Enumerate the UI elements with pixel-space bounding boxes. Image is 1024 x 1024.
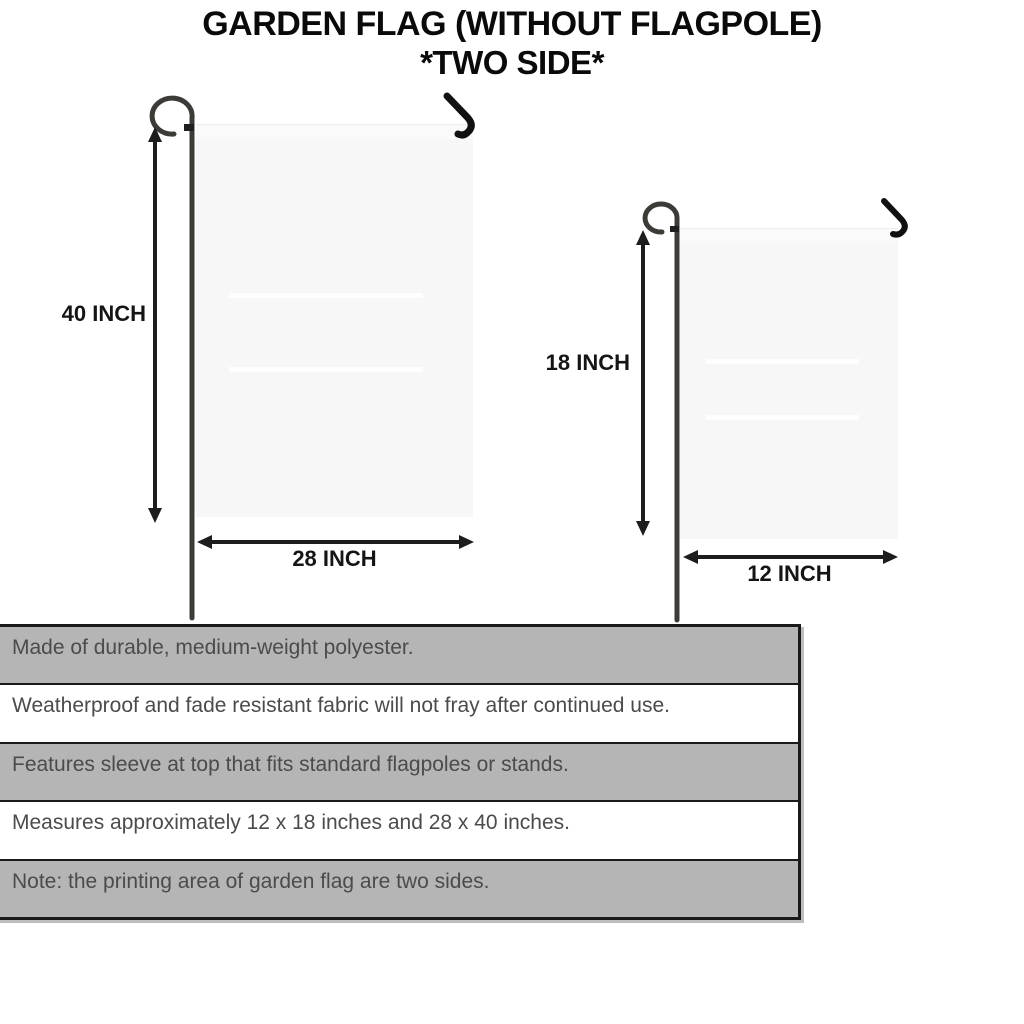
small-flag-width-label: 12 INCH <box>747 561 832 586</box>
feature-row: Made of durable, medium-weight polyester. <box>0 627 798 683</box>
flag-fold-line <box>229 367 423 372</box>
flag-fold-line <box>229 293 423 298</box>
height-arrow <box>148 127 162 523</box>
feature-row: Measures approximately 12 x 18 inches and 28 x 40 inches. <box>0 800 798 858</box>
feature-row: Weatherproof and fade resistant fabric will not fray after continued use. <box>0 683 798 741</box>
large-flag-width-label: 28 INCH <box>292 546 377 571</box>
flagpole <box>645 204 677 620</box>
feature-row: Note: the printing area of garden flag are two sides. <box>0 859 798 917</box>
flag-fold-line <box>706 415 859 420</box>
sleeve-clip-icon <box>670 226 679 232</box>
feature-row: Features sleeve at top that fits standard flagpoles or stands. <box>0 742 798 800</box>
small-flag-sleeve <box>680 229 898 243</box>
sleeve-clip-icon <box>184 124 194 131</box>
page-subtitle: *TWO SIDE* <box>420 44 604 81</box>
large-flag-height-label: 40 INCH <box>61 301 146 326</box>
features-table <box>0 624 801 920</box>
large-flag-sleeve <box>196 125 473 139</box>
flag-fold-line <box>706 359 859 364</box>
header <box>0 4 1024 82</box>
small-flag-height-label: 18 INCH <box>545 350 630 375</box>
height-arrow <box>636 230 650 536</box>
large-flag-cloth <box>196 124 473 517</box>
flagpole <box>152 98 192 618</box>
page-title: GARDEN FLAG (WITHOUT FLAGPOLE) <box>202 5 822 43</box>
small-flag-cloth <box>680 228 898 539</box>
